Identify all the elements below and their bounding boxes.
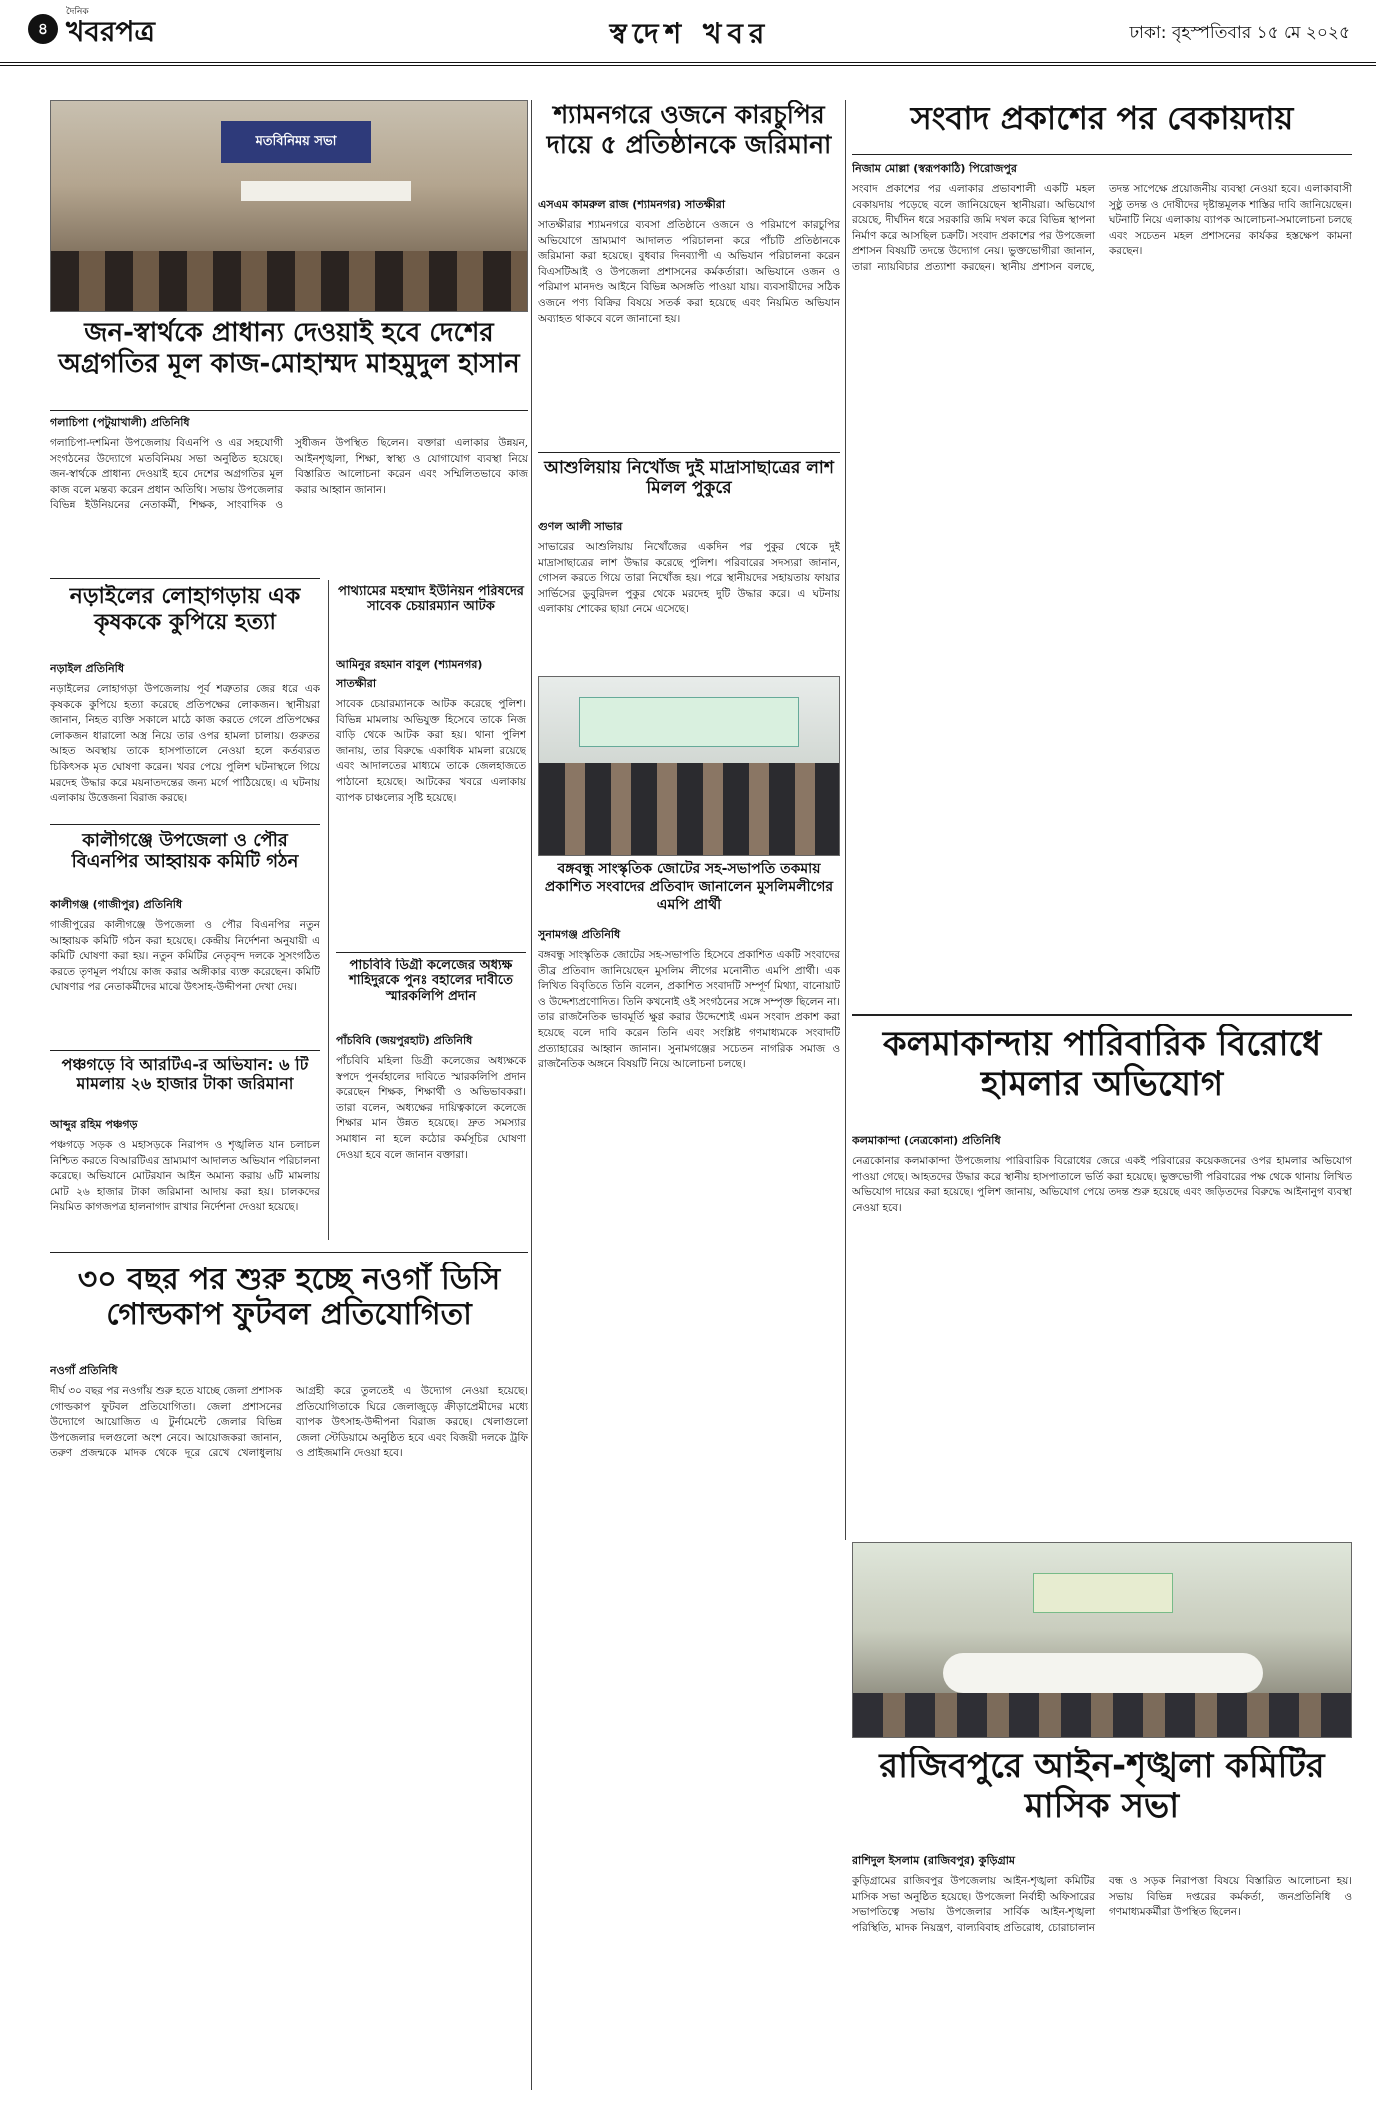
football-headline: ৩০ বছর পর শুরু হচ্ছে নওগাঁ ডিসি গোল্ডকাপ ফুটবল প্রতিযোগিতা: [77, 1262, 501, 1333]
column-rule: [531, 100, 532, 2090]
weight-headline: শ্যামনগরে ওজনে কারচুপির দায়ে ৫ প্রতিষ্ঠানকে জরিমানা: [546, 100, 832, 159]
news-trouble-byline: নিজাম মোল্লা (স্বরূপকাঠি) পিরোজপুর: [852, 162, 1017, 175]
column-rule: [845, 100, 846, 1540]
head-table: [241, 181, 411, 201]
stage-banner: [579, 697, 799, 747]
madrasa-byline: গুণল আলী সাভার: [538, 520, 623, 533]
section-title: স্বদেশ খবর: [609, 17, 771, 50]
rt-drive-headline: পঞ্চগড়ে বি আরটিএ-র অভিযান: ৬ টি মামলায় ২৬ হাজার টাকা জরিমানা: [61, 1056, 309, 1093]
rt-drive-byline: আব্দুর রহিম পঞ্চগড়: [50, 1118, 138, 1131]
meeting-room-banner: [1033, 1573, 1173, 1613]
conference-table: [943, 1653, 1263, 1693]
kaliganj-headline: কালীগঞ্জে উপজেলা ও পৌর বিএনপির আহ্বায়ক কমিটি গঠন: [71, 830, 299, 873]
hasan-headline: জন-স্বার্থকে প্রাধান্য দেওয়াই হবে দেশের অগ্রগতির মূল কাজ-মোহাম্মদ মাহমুদুল হাসান: [58, 318, 520, 379]
kaliganj-body: গাজীপুরের কালীগঞ্জে উপজেলা ও পৌর বিএনপির নতুন আহ্বায়ক কমিটি গঠন করা হয়েছে। কেন্দ্রীয় নির্দেশনা অনুযায়ী এ কমিটি ঘোষণা করা হয়। নতুন কমিটির নেতৃবৃন্দ দলকে সুসংগঠিত করতে তৃণমূল পর্যায়ে কাজ করার অঙ্গীকার ব্যক্ত করেছেন। কমিটি ঘোষণার পর নেতাকর্মীদের মাঝে উৎসাহ-উদ্দীপনা দেখা দেয়।: [50, 919, 320, 994]
meeting-photo: [50, 100, 528, 312]
officials-silhouettes: [853, 1693, 1352, 1738]
hasan-body: গলাচিপা-দশমিনা উপজেলায় বিএনপি ও এর সহযোগী সংগঠনের উদ্যোগে মতবিনিময় সভা অনুষ্ঠিত হয়েছে। জন-স্বার্থকে প্রাধান্য দেওয়াই হবে দেশের অগ্রগতির মূল কাজ বলে মন্তব্য করেন প্রধান অতিথি। সভায় উপজেলার বিভিন্ন ইউনিয়নের নেতাকর্মী, শিক্ষক, সাংবাদিক ও সুধীজন উপস্থিত ছিলেন। বক্তারা এলাকার উন্নয়ন, আইনশৃঙ্খলা, শিক্ষা, স্বাস্থ্য ও যোগাযোগ ব্যবস্থা নিয়ে বিস্তারিত আলোচনা করেন এবং সম্মিলিতভাবে কাজ করার আহ্বান জানান।: [50, 437, 528, 512]
kalmakanda-body: নেত্রকোনার কলমাকান্দা উপজেলায় পারিবারিক বিরোধের জেরে একই পরিবারের কয়েকজনের ওপর হামলার অভিযোগ পাওয়া গেছে। আহতদের উদ্ধার করে স্থানীয় হাসপাতালে ভর্তি করা হয়েছে। ভুক্তভোগী পরিবারের পক্ষ থেকে থানায় লিখিত অভিযোগ দায়ের করা হয়েছে। পুলিশ জানায়, অভিযোগ পেয়ে তদন্ত শুরু হয়েছে এবং জড়িতদের বিরুদ্ধে আইনানুগ ব্যবস্থা নেওয়া হবে।: [852, 1155, 1352, 1214]
page-header: [0, 0, 1376, 66]
masthead-logo: খবরপত্র: [66, 15, 155, 48]
meeting-banner: মতবিনিময় সভা: [221, 121, 371, 163]
football-byline: নওগাঁ প্রতিনিধি: [50, 1364, 118, 1377]
kalmakanda-article: [852, 1132, 1352, 1376]
divider: [538, 452, 840, 453]
college-article: [336, 1032, 526, 1242]
murder-article: [50, 660, 320, 820]
college-body: পাঁচবিবি মহিলা ডিগ্রী কলেজের অধ্যক্ষকে স্বপদে পুনর্বহালের দাবিতে স্মারকলিপি প্রদান করেছেন শিক্ষক, শিক্ষার্থী ও অভিভাবকরা। তারা বলেন, অধ্যক্ষের দায়িত্বকালে কলেজে শিক্ষার মান উন্নত হয়েছে। দ্রুত সমস্যার সমাধান না হলে কঠোর কর্মসূচির ঘোষণা দেওয়া হবে বলে জানান বক্তারা।: [336, 1055, 526, 1161]
divider: [852, 154, 1352, 155]
cultural-article: [538, 926, 840, 2090]
hasan-byline: গলাচিপা (পটুয়াখালী) প্রতিনিধি: [50, 416, 190, 429]
murder-byline: নড়াইল প্রতিনিধি: [50, 662, 124, 675]
masthead-tag: দৈনিক: [66, 7, 89, 17]
divider: [50, 824, 320, 825]
weight-body: সাতক্ষীরার শ্যামনগরে ব্যবসা প্রতিষ্ঠানে ওজনে ও পরিমাপে কারচুপির অভিযোগে ভ্রাম্যমাণ আদালত পরিচালনা করে পাঁচটি প্রতিষ্ঠানকে জরিমানা করা হয়েছে। বুধবার দিনব্যাপী এ অভিযান পরিচালনা করেন বিএসটিআই ও উপজেলা প্রশাসনের কর্মকর্তারা। অভিযানে ওজন ও পরিমাপ মানদণ্ড আইনে বিভিন্ন অসঙ্গতি পাওয়া যায়। ব্যবসায়ীদের সঠিক ওজনে পণ্য বিক্রির বিষয়ে সতর্ক করা হয়েছে এবং নিয়মিত অভিযান অব্যাহত থাকবে বলে জানানো হয়।: [538, 219, 840, 325]
madrasa-body: সাভারের আশুলিয়ায় নিখোঁজের একদিন পর পুকুর থেকে দুই মাদ্রাসাছাত্রের লাশ উদ্ধার করেছে পুলিশ। পরিবারের সদস্যরা জানান, গোসল করতে গিয়ে তারা নিখোঁজ হয়। পরে স্থানীয়দের সহায়তায় ফায়ার সার্ভিসের ডুবুরিদল পুকুর থেকে মরদেহ দুটি উদ্ধার করে। এ ঘটনায় এলাকায় শোকের ছায়া নেমে এসেছে।: [538, 541, 840, 616]
divider: [50, 578, 320, 579]
union-body: সাবেক চেয়ারম্যানকে আটক করেছে পুলিশ। বিভিন্ন মামলায় অভিযুক্ত হিসেবে তাকে নিজ বাড়ি থেকে আটক করা হয়। থানা পুলিশ জানায়, তার বিরুদ্ধে একাধিক মামলা রয়েছে এবং আদালতের মাধ্যমে তাকে জেলহাজতে পাঠানো হয়েছে। আটকের খবরে এলাকায় ব্যাপক চাঞ্চল্যের সৃষ্টি হয়েছে।: [336, 698, 526, 804]
divider: [50, 1050, 320, 1051]
rajibpur-headline: রাজিবপুরে আইন-শৃঙ্খলা কমিটির মাসিক সভা: [879, 1746, 1325, 1827]
madrasa-article: [538, 518, 840, 670]
union-headline: পাথ্যামের মহম্মাদ ইউনিয়ন পরিষদের সাবেক চেয়ারম্যান আটক: [338, 584, 524, 615]
divider: [336, 952, 526, 953]
rt-drive-article: [50, 1116, 320, 1246]
football-body: দীর্ঘ ৩০ বছর পর নওগাঁয় শুরু হতে যাচ্ছে জেলা প্রশাসক গোল্ডকাপ ফুটবল প্রতিযোগিতা। জেলা প্রশাসনের উদ্যোগে আয়োজিত এ টুর্নামেন্টে জেলার বিভিন্ন উপজেলার দলগুলো অংশ নেবে। আয়োজকরা জানান, তরুণ প্রজন্মকে মাদক থেকে দূরে রেখে খেলাধুলায় আগ্রহী করে তুলতেই এ উদ্যোগ নেওয়া হয়েছে। প্রতিযোগিতাকে ঘিরে জেলাজুড়ে ক্রীড়াপ্রেমীদের মধ্যে ব্যাপক উৎসাহ-উদ্দীপনা বিরাজ করছে। খেলাগুলো জেলা স্টেডিয়ামে অনুষ্ঠিত হবে এবং বিজয়ী দলকে ট্রফি ও প্রাইজমানি দেওয়া হবে।: [50, 1385, 528, 1460]
page-number: ৪: [28, 14, 58, 44]
weight-byline: এসএম কামরুল রাজ (শ্যামনগর) সাতক্ষীরা: [538, 198, 726, 211]
kaliganj-byline: কালীগঞ্জ (গাজীপুর) প্রতিনিধি: [50, 898, 183, 911]
murder-body: নড়াইলের লোহাগড়া উপজেলায় পূর্ব শত্রুতার জের ধরে এক কৃষককে কুপিয়ে হত্যা করেছে প্রতিপক্ষের লোকজন। স্থানীয়রা জানান, নিহত ব্যক্তি সকালে মাঠে কাজ করতে গেলে প্রতিপক্ষের লোকজন ধারালো অস্ত্র নিয়ে তার ওপর হামলা চালায়। গুরুতর আহত অবস্থায় তাকে হাসপাতালে নেওয়া হলে কর্তব্যরত চিকিৎসক মৃত ঘোষণা করেন। খবর পেয়ে পুলিশ ঘটনাস্থলে গিয়ে মরদেহ উদ্ধার করে ময়নাতদন্তের জন্য মর্গে পাঠিয়েছে। এ ঘটনায় এলাকায় উত্তেজনা বিরাজ করছে।: [50, 683, 320, 805]
divider: [852, 1014, 1352, 1016]
cultural-byline: সুনামগঞ্জ প্রতিনিধি: [538, 928, 621, 941]
divider: [50, 1252, 528, 1253]
column-rule: [328, 580, 329, 1240]
cultural-photo: [538, 676, 840, 856]
union-byline: আমিনুর রহমান বাবুল (শ্যামনগর) সাতক্ষীরা: [336, 658, 483, 690]
cultural-headline: বঙ্গবন্ধু সাংস্কৃতিক জোটের সহ-সভাপতি তকমায় প্রকাশিত সংবাদের প্রতিবাদ জানালেন মুসলিমলীগের এমপি প্রার্থী: [544, 861, 834, 914]
cultural-body: বঙ্গবন্ধু সাংস্কৃতিক জোটের সহ-সভাপতি হিসেবে প্রকাশিত একটি সংবাদের তীব্র প্রতিবাদ জানিয়েছেন মুসলিম লীগের মনোনীত এমপি প্রার্থী। এক লিখিত বিবৃতিতে তিনি বলেন, প্রকাশিত সংবাদটি সম্পূর্ণ মিথ্যা, বানোয়াট ও উদ্দেশ্যপ্রণোদিত। তিনি কখনোই ওই সংগঠনের সঙ্গে সম্পৃক্ত ছিলেন না। তার রাজনৈতিক ভাবমূর্তি ক্ষুণ্ণ করার উদ্দেশ্যেই এমন সংবাদ প্রকাশ করা হয়েছে বলে দাবি করেন তিনি এবং সংশ্লিষ্ট গণমাধ্যমকে সংবাদটি প্রত্যাহারের আহ্বান জানান। সুনামগঞ্জের সচেতন নাগরিক সমাজ ও রাজনৈতিক অঙ্গনে বিষয়টি নিয়ে আলোচনা চলছে।: [538, 949, 840, 1071]
kalmakanda-byline: কলমাকান্দা (নেত্রকোনা) প্রতিনিধি: [852, 1134, 1001, 1147]
weight-article: [538, 196, 840, 448]
union-article: [336, 656, 526, 946]
audience-silhouettes: [51, 251, 528, 312]
kalmakanda-headline: কলমাকান্দায় পারিবারিক বিরোধে হামলার অভিযোগ: [882, 1024, 1322, 1105]
divider: [50, 410, 528, 411]
news-trouble-article: [852, 160, 1352, 1008]
rajibpur-photo: [852, 1542, 1352, 1738]
murder-headline: নড়াইলের লোহাগড়ায় এক কৃষককে কুপিয়ে হত্যা: [69, 584, 301, 635]
issue-date: ঢাকা: বৃহস্পতিবার ১৫ মে ২০২৫: [1129, 23, 1350, 43]
people-silhouettes: [539, 763, 840, 856]
hasan-article: [50, 414, 528, 574]
rajibpur-article: [852, 1852, 1352, 2090]
kaliganj-article: [50, 896, 320, 1046]
football-article: [50, 1362, 528, 2090]
rajibpur-byline: রাশিদুল ইসলাম (রাজিবপুর) কুড়িগ্রাম: [852, 1854, 1015, 1867]
rt-drive-body: পঞ্চগড়ে সড়ক ও মহাসড়কে নিরাপদ ও শৃঙ্খলিত যান চলাচল নিশ্চিত করতে বিআরটিএর ভ্রাম্যমাণ আদালত অভিযান পরিচালনা করেছে। অভিযানে মোটরযান আইন অমান্য করায় ৬টি মামলায় মোট ২৬ হাজার টাকা জরিমানা আদায় করা হয়। চালকদের নিয়মিত কাগজপত্র হালনাগাদ রাখার নির্দেশনা দেওয়া হয়েছে।: [50, 1139, 320, 1214]
news-trouble-headline: সংবাদ প্রকাশের পর বেকায়দায়: [910, 100, 1294, 137]
news-trouble-body: সংবাদ প্রকাশের পর এলাকার প্রভাবশালী একটি মহল বেকায়দায় পড়েছে বলে জানিয়েছেন স্থানীয়রা। অভিযোগ রয়েছে, দীর্ঘদিন ধরে সরকারি জমি দখল করে বিভিন্ন স্থাপনা নির্মাণ করে আসছিল চক্রটি। সংবাদ প্রকাশের পর উপজেলা প্রশাসন বিষয়টি তদন্তে উদ্যোগ নেয়। ভুক্তভোগীরা জানান, তারা ন্যায়বিচার প্রত্যাশা করছেন। স্থানীয় প্রশাসন বলছে, তদন্ত সাপেক্ষে প্রয়োজনীয় ব্যবস্থা নেওয়া হবে। এলাকাবাসী সুষ্ঠু তদন্ত ও দোষীদের দৃষ্টান্তমূলক শাস্তির দাবি জানিয়েছেন। ঘটনাটি নিয়ে এলাকায় ব্যাপক আলোচনা-সমালোচনা চলছে এবং সচেতন মহল প্রশাসনের কার্যকর হস্তক্ষেপ কামনা করছেন।: [852, 183, 1352, 274]
madrasa-headline: আশুলিয়ায় নিখোঁজ দুই মাদ্রাসাছাত্রের লাশ মিলল পুকুরে: [544, 458, 834, 499]
college-byline: পাঁচবিবি (জয়পুরহাট) প্রতিনিধি: [336, 1034, 473, 1047]
college-headline: পাচবিবি ডিগ্রী কলেজের অধ্যক্ষ শাহিদুরকে পুনঃ বহালের দাবীতে স্মারকলিপি প্রদান: [349, 958, 513, 1004]
rajibpur-body: কুড়িগ্রামের রাজিবপুর উপজেলায় আইন-শৃঙ্খলা কমিটির মাসিক সভা অনুষ্ঠিত হয়েছে। উপজেলা নির্বাহী অফিসারের সভাপতিত্বে সভায় উপজেলার সার্বিক আইন-শৃঙ্খলা পরিস্থিতি, মাদক নিয়ন্ত্রণ, বাল্যবিবাহ প্রতিরোধ, চোরাচালান বন্ধ ও সড়ক নিরাপত্তা বিষয়ে বিস্তারিত আলোচনা হয়। সভায় বিভিন্ন দপ্তরের কর্মকর্তা, জনপ্রতিনিধি ও গণমাধ্যমকর্মীরা উপস্থিত ছিলেন।: [852, 1875, 1352, 1934]
